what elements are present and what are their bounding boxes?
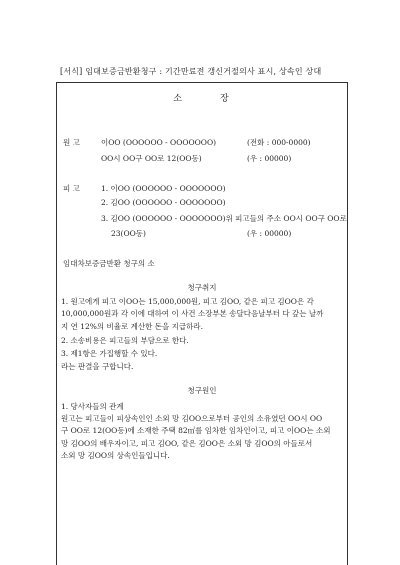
defendant-zip: (우 : 00000): [247, 229, 292, 238]
defendant-1: 1. 이OO (OOOOOO - OOOOOOO): [101, 184, 226, 193]
claim-purpose-item-1-line: 1. 원고에게 피고 이OO는 15,000,000원, 피고 김OO, 같은 피고 김OO은 각: [61, 297, 314, 306]
defendant-3: 3. 김OO (OOOOOO - OOOOOOO)위 피고들의 주소 OO시 OO구 OO로: [101, 214, 347, 223]
plaintiff-address: OO시 OO구 OO로 12(OO동): [101, 154, 202, 163]
claim-cause-body-line: 소외 망 김OO의 상속인들입니다.: [61, 451, 170, 461]
plaintiff-label: 원 고: [63, 138, 80, 147]
claim-cause-subheading: 1. 당사자들의 관계: [61, 402, 124, 411]
complaint-document: [56, 82, 348, 565]
claim-purpose-item-2: 2. 소송비용은 피고들의 부담으로 한다.: [61, 336, 189, 345]
title-part-right: 장: [220, 94, 231, 104]
claim-cause-heading: 청구원인: [187, 386, 217, 395]
claim-purpose-item-3: 3. 제1항은 가집행할 수 있다.: [61, 349, 158, 358]
claim-purpose-closing: 라는 판결을 구합니다.: [61, 362, 134, 371]
claim-purpose-item-1-line: 지 연 12%의 비율로 계산한 돈을 지급하라.: [61, 321, 204, 331]
claim-purpose-item-1: [61, 296, 323, 333]
document-title: [57, 91, 347, 104]
defendant-2: 2. 김OO (OOOOOO - OOOOOOO): [101, 198, 226, 207]
claim-purpose-item-1-line: 10,000,000원과 각 이에 대하여 이 사건 소장부본 송달다음날부터 다 갚는 날까: [61, 309, 324, 319]
plaintiff-phone: (전화 : 000-0000): [247, 138, 311, 147]
defendant-address-cont: 23(OO동): [111, 229, 146, 238]
defendant-label: 피 고: [63, 184, 80, 193]
plaintiff-name: 이OO (OOOOOO - OOOOOOO): [101, 138, 217, 147]
form-caption: [서식] 임대보증금반환청구 : 기간만료전 갱신거절의사 표시, 상속인 상대: [60, 67, 322, 76]
claim-cause-body-line: 원고는 피고들이 피상속인인 소외 망 김OO으로부터 공인의 소유였던 OO시 OO: [61, 414, 323, 423]
claim-cause-body: [61, 413, 330, 463]
plaintiff-zip: (우 : 00000): [247, 154, 292, 163]
claim-purpose-heading: 청구취지: [187, 283, 217, 292]
title-part-left: 소: [173, 94, 184, 104]
case-name: 임대차보증금반환 청구의 소: [63, 259, 155, 268]
claim-cause-body-line: 구 OO로 12(OO동)에 소재한 주택 82㎡를 임차한 임차인이고, 피고 이OO는 소외: [61, 426, 331, 436]
claim-cause-body-line: 망 김OO의 배우자이고, 피고 김OO, 같은 김OO은 소외 망 김OO의 아들로서: [61, 438, 313, 448]
